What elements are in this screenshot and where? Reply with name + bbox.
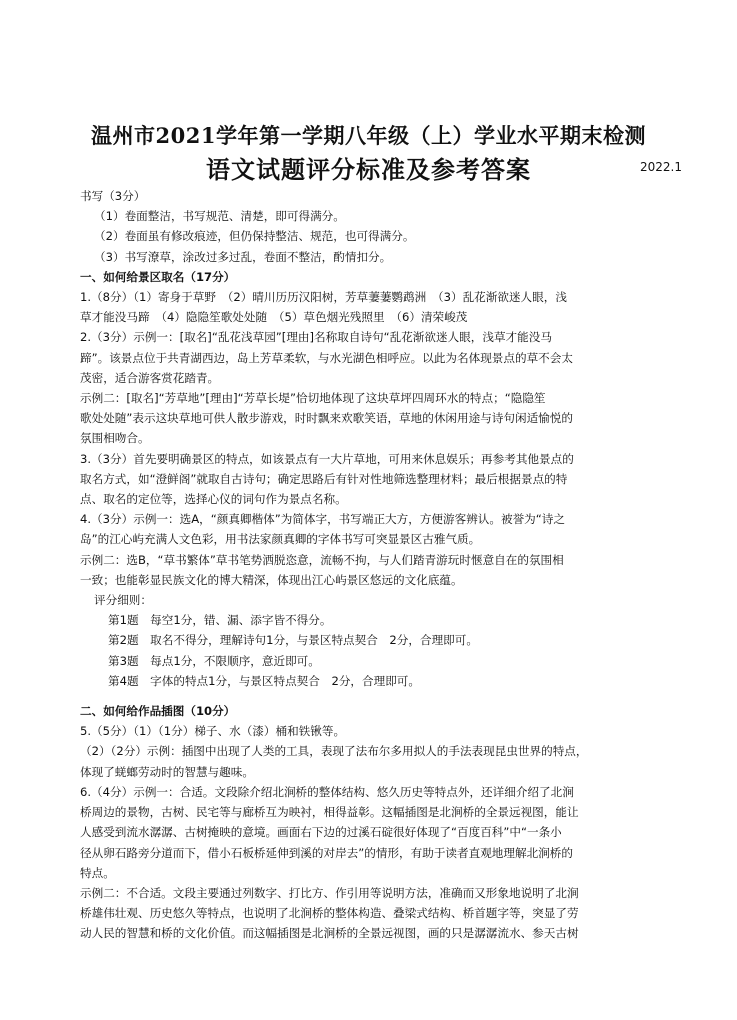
text-line: 歌处处随”表示这块草地可供人散步游戏，时时飘来欢歌笑语，草地的休闲用途与诗句闲适愉悦的 [80, 411, 573, 426]
document-body [80, 186, 660, 944]
scoring-line: 第2题 取名不得分，理解诗句1分，与景区特点契合 2分，合理即可。 [108, 633, 478, 648]
text-line: （2）（2分）示例：插图中出现了人类的工具，表现了法布尔多用拟人的手法表现昆虫世界的特点， [80, 744, 588, 759]
text-line: 6.（4分）示例一：合适。文段除介绍北涧桥的整体结构、悠久历史等特点外，还详细介绍了北涧 [80, 784, 574, 799]
document-title: 温州市2021学年第一学期八年级（上）学业水平期末检测 [91, 123, 646, 148]
text-line: 特点。 [80, 865, 115, 880]
text-line: （1）卷面整洁，书写规范、清楚，即可得满分。 [94, 209, 345, 224]
text-line: 1.（8分）（1）寄身于草野 （2）晴川历历汉阳树，芳草萋萋鹦鹉洲 （3）乱花渐欲迷人眼，浅 [80, 290, 567, 305]
text-line: 氛围相吻合。 [80, 431, 150, 446]
text-line: 体现了蜣螂劳动时的智慧与趣味。 [80, 764, 254, 779]
text-line: 桥周边的景物，古树、民宅等与廊桥互为映衬，相得益彰。这幅插图是北涧桥的全景远视图，能让 [80, 805, 579, 820]
document-date: 2022.1 [640, 160, 682, 174]
text-line: 点、取名的定位等，选择心仪的词句作为景点名称。 [80, 492, 347, 507]
section-heading-1: 一、如何给景区取名（17分） [80, 269, 236, 284]
text-line: 人感受到流水潺潺、古树掩映的意境。画面右下边的过溪石碇很好体现了“百度百科”中“一条小 [80, 825, 562, 840]
scoring-heading: 评分细则： [94, 593, 152, 608]
scoring-line: 第3题 每点1分，不限顺序，意近即可。 [108, 653, 320, 668]
section-heading-2: 二、如何给作品插图（10分） [80, 704, 236, 719]
scoring-line: 第4题 字体的特点1分，与景区特点契合 2分，合理即可。 [108, 673, 420, 688]
text-line: 5.（5分）（1）（1分）梯子、水（漆）桶和铁锹等。 [80, 724, 346, 739]
text-line: 示例二：[取名]“芳草地”[理由]“芳草长堤”恰切地体现了这块草坪四周环水的特点；“隐隐笙 [80, 391, 546, 406]
document-subtitle: 语文试题评分标准及参考答案 [206, 155, 531, 184]
text-line: （3）书写潦草，涂改过多过乱，卷面不整洁，酌情扣分。 [94, 249, 392, 264]
text-line: 一致；也能彰显民族文化的博大精深，体现出江心屿景区悠远的文化底蕴。 [80, 572, 463, 587]
text-line: 动人民的智慧和桥的文化价值。而这幅插图是北涧桥的全景远视图，画的只是潺潺流水、参天古树 [80, 926, 579, 941]
text-line: 取名方式，如“澄鲜阁”就取自古诗句；确定思路后有针对性地筛选整理材料；最后根据景点的特 [80, 471, 568, 486]
text-line: 蹄”。该景点位于共青湖西边，岛上芳草柔软，与水光湖色相呼应。以此为名体现景点的草不会太 [80, 350, 573, 365]
text-line: 3.（3分）首先要明确景区的特点，如该景点有一大片草地，可用来休息娱乐；再参考其他景点的 [80, 451, 574, 466]
text-line: 4.（3分）示例一：选A，“颜真卿楷体”为简体字，书写端正大方，方便游客辨认。被誉为“诗之 [80, 512, 565, 527]
text-line: 示例二：不合适。文段主要通过列数字、打比方、作引用等说明方法，准确而又形象地说明了北涧 [80, 885, 579, 900]
text-line: （2）卷面虽有修改痕迹，但仍保持整洁、规范，也可得满分。 [94, 229, 415, 244]
text-line: 岛”的江心屿充满人文色彩，用书法家颜真卿的字体书写可突显景区古雅气质。 [80, 532, 481, 547]
section-heading-writing: 书写（3分） [80, 189, 146, 203]
text-line: 示例二：选B，“草书繁体”草书笔势洒脱恣意，流畅不拘，与人们踏青游玩时惬意自在的氛围相 [80, 552, 564, 567]
text-line: 草才能没马蹄 （4）隐隐笙歌处处随 （5）草色烟光残照里 （6）清荣峻茂 [80, 310, 468, 325]
scoring-line: 第1题 每空1分，错、漏、添字皆不得分。 [108, 613, 332, 628]
text-line: 2.（3分）示例一：[取名]“乱花浅草园”[理由]名称取自诗句“乱花渐欲迷人眼，浅草才能没马 [80, 330, 552, 345]
text-line: 桥雄伟壮观、历史悠久等特点，也说明了北涧桥的整体构造、叠梁式结构、桥首题字等，突显了劳 [80, 906, 579, 921]
text-line: 径从卵石路旁分道而下，借小石板桥延伸到溪的对岸去”的情形，有助于读者直观地理解北涧桥的 [80, 845, 573, 860]
text-line: 茂密，适合游客赏花踏青。 [80, 370, 220, 385]
